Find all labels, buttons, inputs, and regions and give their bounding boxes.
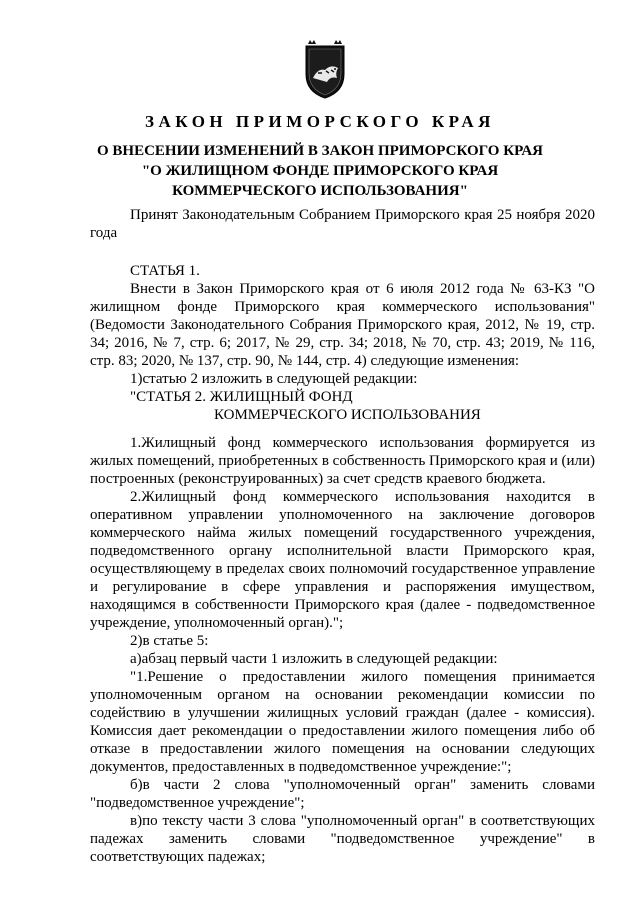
law-title: ЗАКОН ПРИМОРСКОГО КРАЯ: [145, 112, 495, 131]
subtitle-line: "О ЖИЛИЩНОМ ФОНДЕ ПРИМОРСКОГО КРАЯ: [141, 163, 499, 179]
amendment-item-2a-text: "1.Решение о предоставлении жилого помещения принимается уполномоченным органом на основании рекомендации комиссии по содействию в улучшении жилищных условий граждан (далее - комиссия). Комиссия дает рекомендации о предоставлении жилого помещения либо об отказе в предоставлении жилого помещения на основании следующих документов, предоставленных в подведомственное учреждение:";: [90, 669, 595, 775]
amendment-item-2b: б)в части 2 слова "уполномоченный орган" заменить словами "подведомственное учреждение";: [90, 777, 595, 811]
subtitle-line: КОММЕРЧЕСКОГО ИСПОЛЬЗОВАНИЯ": [172, 183, 468, 199]
article-2-text: [90, 434, 595, 866]
article-2-heading-line-2: КОММЕРЧЕСКОГО ИСПОЛЬЗОВАНИЯ: [214, 407, 481, 423]
article-heading: СТАТЬЯ 1.: [130, 263, 200, 279]
amendment-item-2: 2)в статье 5:: [130, 633, 209, 649]
article-1: [90, 262, 595, 424]
amendment-item-2a: а)абзац первый части 1 изложить в следующей редакции:: [130, 651, 498, 667]
adoption-note: Принят Законодательным Собранием Приморского края 25 ноября 2020 года: [90, 207, 595, 241]
primorsky-krai-coat-of-arms-icon: [300, 40, 350, 100]
article-2-paragraph-2: 2.Жилищный фонд коммерческого использования находится в оперативном управлении уполномоченного на заключение договоров коммерческого найма жилых помещений государственного учреждения, подведомственного органу исполнительной власти Приморского края, осуществляющему в пределах своих полномочий государственное управление и регулирование в сфере управления и распоряжения имуществом, находящимся в собственности Приморского края (далее - подведомственное учреждение, уполномоченный орган).";: [90, 489, 595, 631]
amendment-item-2c: в)по тексту части 3 слова "уполномоченный орган" в соответствующих падежах заменить словами "подведомственное учреждение" в соответствующих падежах;: [90, 813, 595, 865]
article-2-heading-line-1: "СТАТЬЯ 2. ЖИЛИЩНЫЙ ФОНД: [130, 389, 353, 405]
article-intro: Внести в Закон Приморского края от 6 июля 2012 года № 63-КЗ "О жилищном фонде Приморского края коммерческого использования" (Ведомости Законодательного Собрания Приморского края, 2012, № 19, стр. 34; 2016, № 7, стр. 6; 2017, № 29, стр. 34; 2018, № 70, стр. 43; 2019, № 116, стр. 83; 2020, № 137, стр. 90, № 144, стр. 4) следующие изменения:: [90, 281, 595, 369]
law-subtitle: [90, 141, 550, 201]
subtitle-line: О ВНЕСЕНИИ ИЗМЕНЕНИЙ В ЗАКОН ПРИМОРСКОГО КРАЯ: [97, 143, 543, 159]
adoption-note-block: [90, 206, 595, 242]
amendment-item-1: 1)статью 2 изложить в следующей редакции:: [130, 371, 418, 387]
article-2-paragraph-1: 1.Жилищный фонд коммерческого использования формируется из жилых помещений, приобретенных в собственность Приморского края и (или) построенных (реконструированных) за счет средств краевого бюджета.: [90, 435, 596, 487]
